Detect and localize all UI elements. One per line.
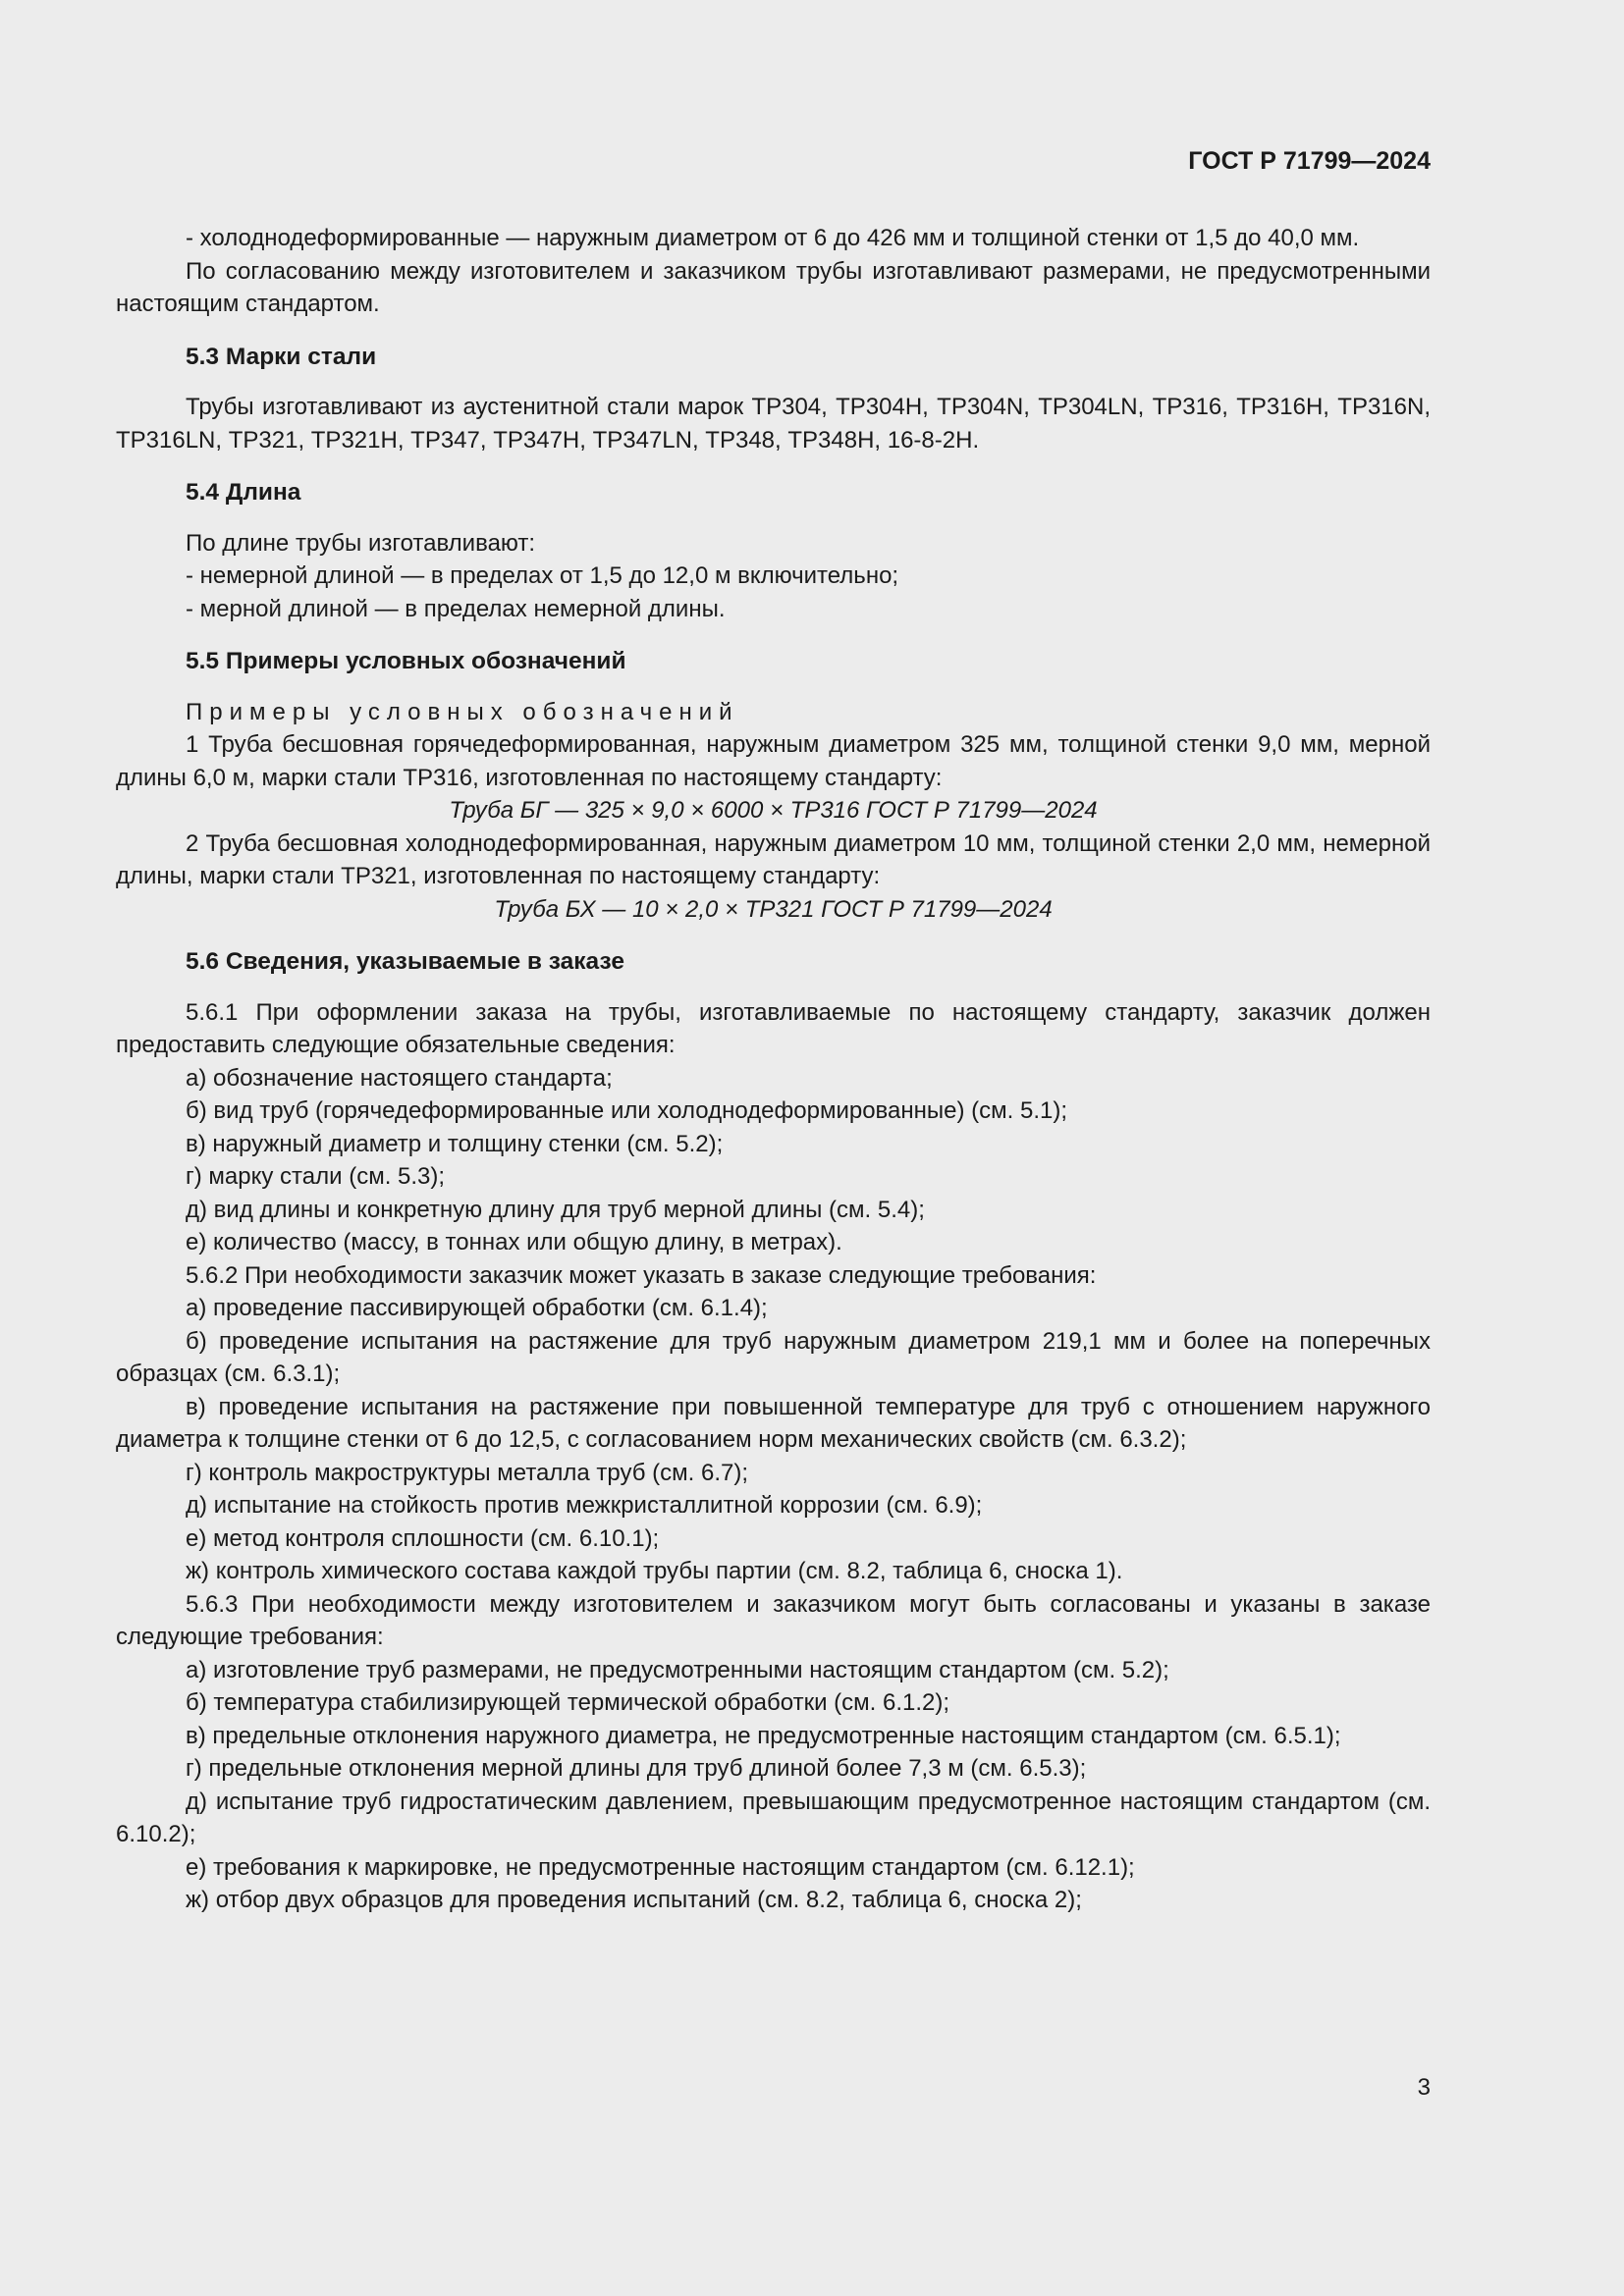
section-heading: 5.6 Сведения, указываемые в заказе — [186, 948, 624, 975]
page-body — [116, 222, 1431, 1917]
paragraph: Трубы изготавливают из аустенитной стали марок ТР304, ТР304Н, ТР304N, ТР304LN, ТР316, ТР316Н, ТР316N, ТР316LN, ТР321, ТР321Н, ТР347, ТР347Н, ТР347LN, ТР348, ТР348Н, 16-8-2Н. — [116, 394, 1431, 454]
list-item: г) предельные отклонения мерной длины для труб длиной более 7,3 м (см. 6.5.3); — [186, 1755, 1087, 1782]
list-item: - мерной длиной — в пределах немерной длины. — [186, 595, 726, 622]
paragraph: По длине трубы изготавливают: — [186, 529, 536, 557]
designation-formula: Труба БХ — 10 × 2,0 × ТР321 ГОСТ Р 71799—2024 — [494, 895, 1053, 923]
list-item: д) испытание на стойкость против межкристаллитной коррозии (см. 6.9); — [186, 1492, 983, 1519]
list-item: б) вид труб (горячедеформированные или холоднодеформированные) (см. 5.1); — [186, 1097, 1067, 1124]
list-item: в) наружный диаметр и толщину стенки (см. 5.2); — [186, 1130, 724, 1157]
example-text: 2 Труба бесшовная холоднодеформированная, наружным диаметром 10 мм, толщиной стенки 2,0 мм, немерной длины, марки стали ТР321, изготовленная по настоящему стандарту: — [116, 829, 1431, 889]
section-heading: 5.4 Длина — [186, 479, 301, 506]
paragraph: - холоднодеформированные — наружным диаметром от 6 до 426 мм и толщиной стенки от 1,5 до 40,0 мм. — [186, 225, 1360, 251]
list-item: а) изготовление труб размерами, не предусмотренными настоящим стандартом (см. 5.2); — [186, 1656, 1169, 1683]
list-item: в) предельные отклонения наружного диаметра, не предусмотренные настоящим стандартом (см. 6.5.1); — [186, 1722, 1341, 1749]
list-item: е) метод контроля сплошности (см. 6.10.1); — [186, 1524, 660, 1552]
list-item: д) вид длины и конкретную длину для труб мерной длины (см. 5.4); — [186, 1196, 925, 1223]
page-number: 3 — [1417, 2074, 1431, 2101]
list-item: в) проведение испытания на растяжение при повышенной температуре для труб с отношением наружного диаметра к толщине стенки от 6 до 12,5, с согласованием норм механических свойств (см. 6.3.2); — [116, 1393, 1431, 1453]
paragraph: По согласованию между изготовителем и заказчиком трубы изготавливают размерами, не предусмотренными настоящим стандартом. — [116, 257, 1431, 317]
designation-formula: Труба БГ — 325 × 9,0 × 6000 × ТР316 ГОСТ Р 71799—2024 — [449, 797, 1098, 824]
paragraph: 5.6.2 При необходимости заказчик может указать в заказе следующие требования: — [186, 1261, 1097, 1289]
list-item: е) количество (массу, в тоннах или общую длину, в метрах). — [186, 1229, 842, 1255]
list-item: д) испытание труб гидростатическим давлением, превышающим предусмотренное настоящим стандартом (см. 6.10.2); — [116, 1788, 1431, 1847]
list-item: г) марку стали (см. 5.3); — [186, 1163, 446, 1190]
list-item: а) проведение пассивирующей обработки (см. 6.1.4); — [186, 1295, 768, 1321]
list-item: ж) отбор двух образцов для проведения испытаний (см. 8.2, таблица 6, сноска 2); — [186, 1887, 1082, 1913]
section-heading: 5.5 Примеры условных обозначений — [186, 648, 626, 674]
list-item: - немерной длиной — в пределах от 1,5 до 12,0 м включительно; — [186, 562, 899, 589]
list-item: б) проведение испытания на растяжение для труб наружным диаметром 219,1 мм и более на поперечных образцах (см. 6.3.1); — [116, 1327, 1431, 1387]
paragraph: 5.6.3 При необходимости между изготовителем и заказчиком могут быть согласованы и указаны в заказе следующие требования: — [116, 1590, 1431, 1650]
list-item: ж) контроль химического состава каждой трубы партии (см. 8.2, таблица 6, сноска 1). — [186, 1558, 1123, 1584]
example-text: 1 Труба бесшовная горячедеформированная, наружным диаметром 325 мм, толщиной стенки 9,0 мм, мерной длины 6,0 м, марки стали ТР316, изготовленная по настоящему стандарту: — [116, 731, 1431, 791]
list-item: г) контроль макроструктуры металла труб (см. 6.7); — [186, 1459, 749, 1486]
paragraph: 5.6.1 При оформлении заказа на трубы, изготавливаемые по настоящему стандарту, заказчик должен предоставить следующие обязательные сведения: — [116, 998, 1431, 1058]
examples-label: Примеры условных обозначений — [186, 698, 739, 725]
list-item: а) обозначение настоящего стандарта; — [186, 1064, 613, 1092]
list-item: б) температура стабилизирующей термической обработки (см. 6.1.2); — [186, 1689, 950, 1716]
list-item: е) требования к маркировке, не предусмотренные настоящим стандартом (см. 6.12.1); — [186, 1853, 1135, 1881]
standard-header: ГОСТ Р 71799—2024 — [1188, 147, 1431, 175]
section-heading: 5.3 Марки стали — [186, 343, 377, 370]
